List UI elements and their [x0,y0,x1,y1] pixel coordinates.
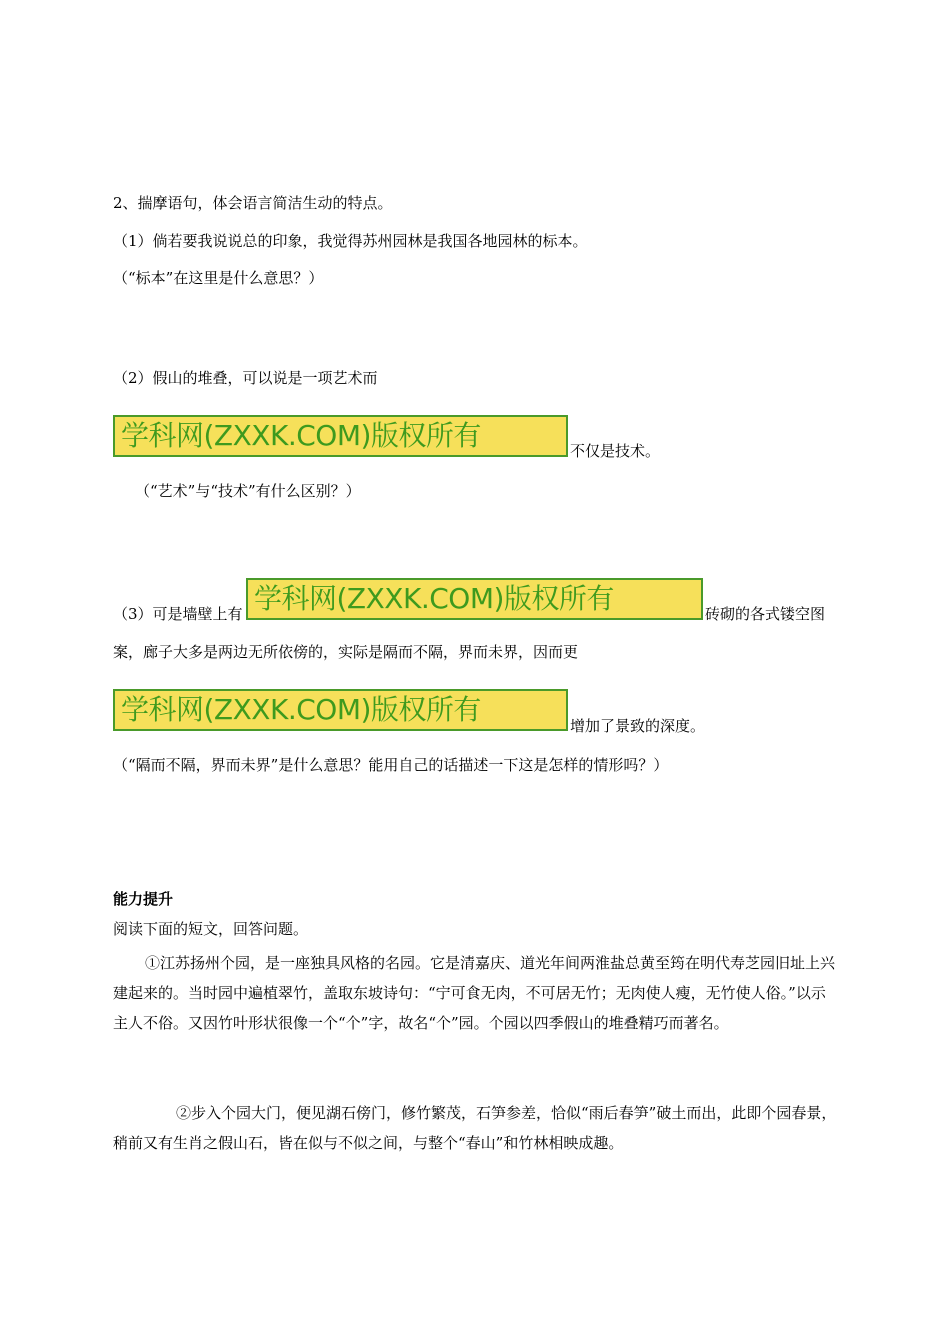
question-3-sentence-continuation: 砖砌的各式镂空图 [705,605,826,623]
question-2-continuation: 不仅是技术。 [570,442,661,460]
question-2-sentence: （2）假山的堆叠，可以说是一项艺术而 [113,369,378,387]
passage-paragraph-1: ①江苏扬州个园，是一座独具风格的名园。它是清嘉庆、道光年间两淮盐总黄至筠在明代寿芝园旧址上兴建起来的。当时园中遍植翠竹，盖取东坡诗句：“宁可食无肉，不可居无竹；无肉使人瘦，无竹使人俗。”以示主人不俗。又因竹叶形状很像一个“个”字，故名“个”园。个园以四季假山的堆叠精巧而著名。 [113,954,836,1032]
question-3-line-3: 增加了景致的深度。 [570,717,706,735]
watermark-banner: 学科网(ZXXK.COM)版权所有 [113,415,568,457]
section-heading: 2、揣摩语句，体会语言简洁生动的特点。 [113,194,393,212]
watermark-banner: 学科网(ZXXK.COM)版权所有 [113,689,568,731]
reading-instruction: 阅读下面的短文，回答问题。 [113,920,309,938]
question-1-sentence: （1）倘若要我说说总的印象，我觉得苏州园林是我国各地园林的标本。 [113,232,588,250]
passage-paragraph-2: ②步入个园大门，便见湖石傍门，修竹繁茂，石笋参差，恰似“雨后春笋”破土而出，此即个园春景，稍前又有生肖之假山石，皆在似与不似之间，与整个“春山”和竹林相映成趣。 [113,1104,837,1152]
question-3-prompt: （“隔而不隔，界而未界”是什么意思？能用自己的话描述一下这是怎样的情形吗？） [113,756,669,774]
ability-heading: 能力提升 [113,890,174,908]
question-3-line-2: 案，廊子大多是两边无所依傍的，实际是隔而不隔，界而未界，因而更 [113,643,579,661]
watermark-banner: 学科网(ZXXK.COM)版权所有 [246,578,703,620]
question-3-sentence-start: （3）可是墙壁上有 [113,605,243,623]
question-1-prompt: （“标本”在这里是什么意思？） [113,269,324,287]
question-2-prompt: （“艺术”与“技术”有什么区别？） [135,482,361,500]
